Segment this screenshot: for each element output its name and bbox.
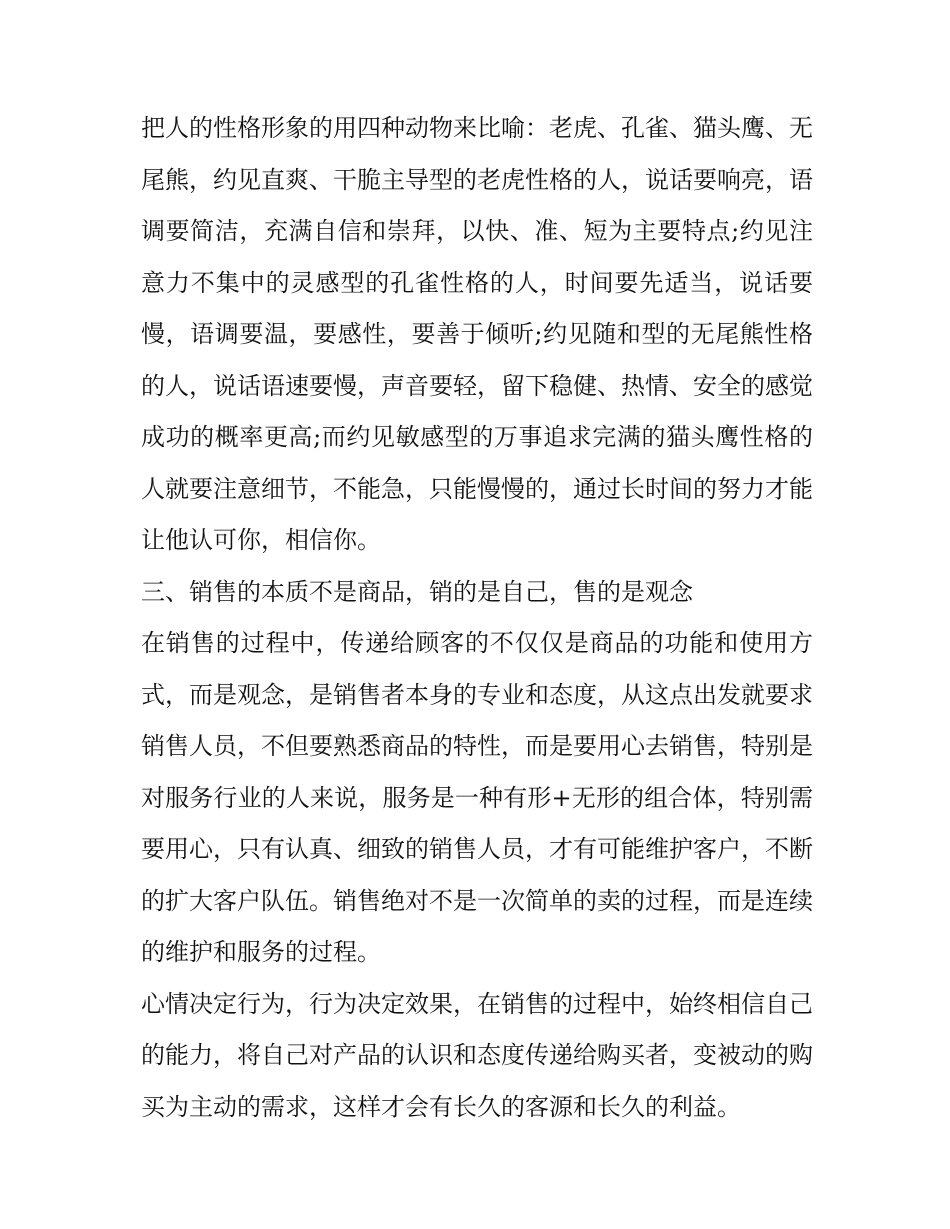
- paragraph-mindset: 心情决定行为，行为决定效果，在销售的过程中，始终相信自己的能力，将自己对产品的认识和态度传递给购买者，变被动的购买为主动的需求，这样才会有长久的客源和长久的利益。: [141, 989, 813, 1121]
- document-body: [141, 103, 813, 1133]
- paragraph-sales-concept: 在销售的过程中，传递给顾客的不仅仅是商品的功能和使用方式，而是观念，是销售者本身的专业和态度，从这点出发就要求销售人员，不但要熟悉商品的特性，而是要用心去销售，特别是对服务行业的人来说，服务是一种有形+无形的组合体，特别需要用心，只有认真、细致的销售人员，才有可能维护客户，不断的扩大客户队伍。销售绝对不是一次简单的卖的过程，而是连续的维护和服务的过程。: [141, 629, 813, 966]
- paragraph-animal-personalities: 把人的性格形象的用四种动物来比喻：老虎、孔雀、猫头鹰、无尾熊，约见直爽、干脆主导型的老虎性格的人，说话要响亮，语调要简洁，充满自信和崇拜，以快、准、短为主要特点;约见注意力不集中的灵感型的孔雀性格的人，时间要先适当，说话要慢，语调要温，要感性，要善于倾听;约见随和型的无尾熊性格的人，说话语速要慢，声音要轻，留下稳健、热情、安全的感觉成功的概率更高;而约见敏感型的万事追求完满的猫头鹰性格的人就要注意细节，不能急，只能慢慢的，通过长时间的努力才能让他认可你，相信你。: [141, 114, 813, 554]
- section-heading-3: 三、销售的本质不是商品，销的是自己，售的是观念: [141, 577, 693, 606]
